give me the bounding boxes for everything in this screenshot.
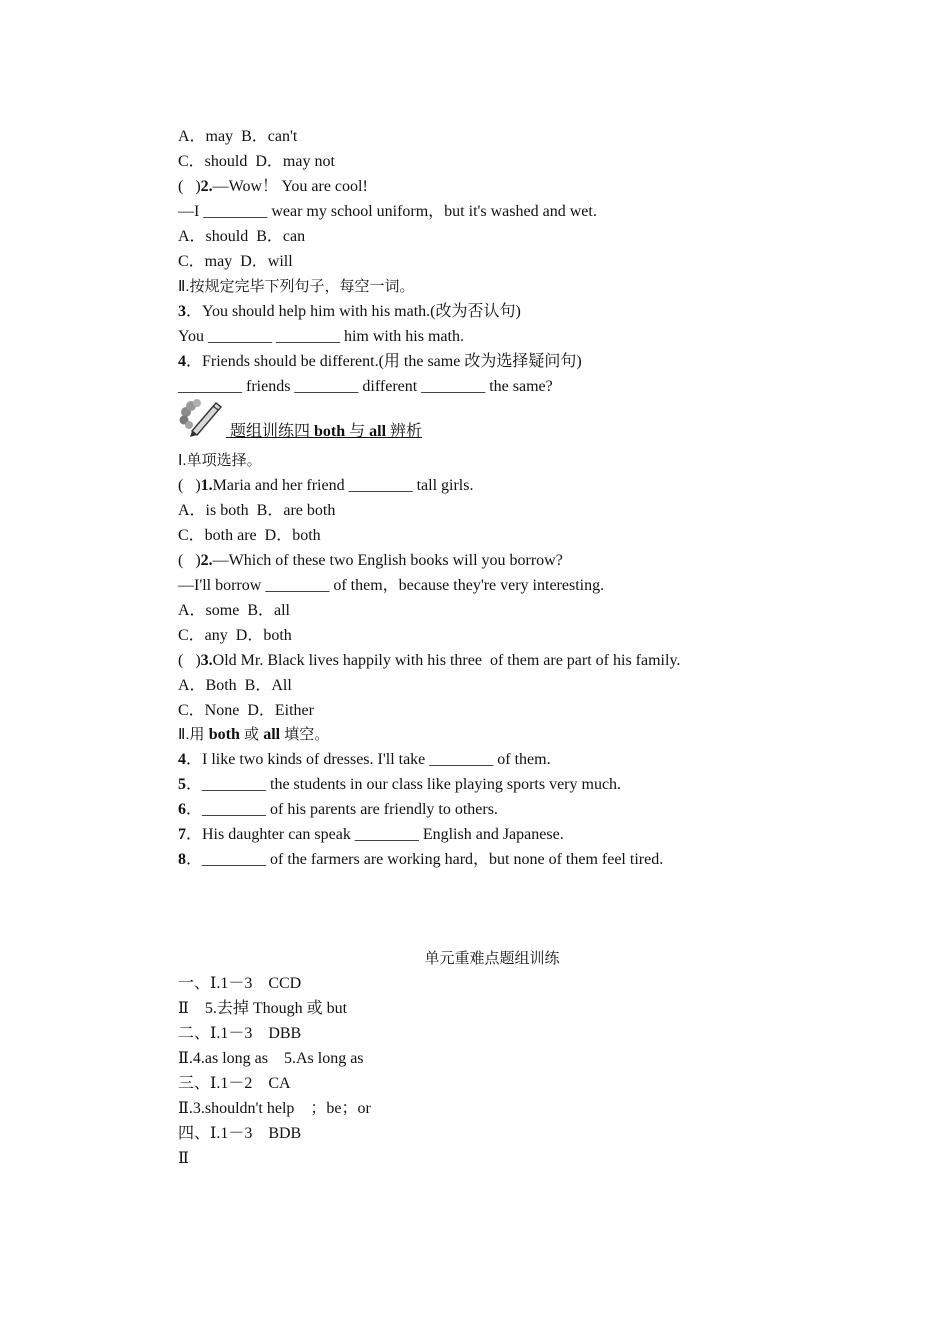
- option-line: C．None D．Either: [178, 702, 314, 719]
- group-title: 题组训练四 both 与 all 辨析: [226, 423, 423, 440]
- question-line: [178, 302, 521, 322]
- option-line: A．may B．can't: [178, 128, 298, 145]
- answers-title: 单元重难点题组训练: [424, 950, 560, 967]
- question-number: 4: [178, 751, 186, 768]
- answer-bracket: ( ): [178, 652, 201, 669]
- question-line: [178, 352, 582, 372]
- option-line: C．any D．both: [178, 627, 292, 644]
- answer-key-line: Ⅱ.4.as long as 5.As long as: [178, 1050, 364, 1067]
- section-title: Ⅱ.按规定完毕下列句子，每空一词。: [178, 278, 415, 295]
- option-line: C．may D．will: [178, 253, 293, 270]
- question-line: [178, 651, 680, 671]
- question-number: 4: [178, 353, 186, 370]
- answer-bracket: ( ): [178, 552, 201, 569]
- question-number: 3: [178, 303, 186, 320]
- option-line: C．both are D．both: [178, 527, 321, 544]
- question-text: ．Friends should be different.(用 the same 改为选择疑问句): [186, 353, 582, 370]
- answer-key-line: 三、Ⅰ.1－2 CA: [178, 1075, 291, 1092]
- answer-key-line: Ⅱ 5.去掉 Though 或 but: [178, 1000, 348, 1017]
- option-line: A．should B．can: [178, 228, 306, 245]
- question-number: 2.: [200, 552, 213, 569]
- pen-icon: [178, 398, 224, 438]
- answer-key-line: Ⅱ: [178, 1150, 189, 1167]
- answer-bracket: ( ): [178, 477, 201, 494]
- option-line: A．is both B．are both: [178, 502, 336, 519]
- question-number: 6: [178, 801, 186, 818]
- question-number: 1.: [200, 477, 213, 494]
- question-number: 7: [178, 826, 186, 843]
- answer-bracket: ( ): [178, 178, 201, 195]
- group-header: [178, 398, 578, 442]
- answer-key-line: 二、Ⅰ.1－3 DBB: [178, 1025, 302, 1042]
- question-text: —Wow！ You are cool!: [212, 178, 368, 195]
- question-reply: —I'll borrow ________ of them，because they're very interesting.: [178, 577, 605, 594]
- question-number: 5: [178, 776, 186, 793]
- answer-key-line: 一、Ⅰ.1－3 CCD: [178, 975, 302, 992]
- question-text: ．________ the students in our class like playing sports very much.: [186, 776, 622, 793]
- question-text: Old Mr. Black lives happily with his three of them are part of his family.: [212, 652, 681, 669]
- question-line: [178, 750, 551, 770]
- question-number: 8: [178, 851, 186, 868]
- answer-line: You ________ ________ him with his math.: [178, 328, 464, 345]
- question-line: [178, 850, 663, 870]
- question-line: [178, 551, 563, 571]
- question-text: ．I like two kinds of dresses. I'll take ________ of them.: [186, 751, 551, 768]
- section-title: Ⅱ.用 both 或 all 填空。: [178, 726, 330, 743]
- question-line: [178, 800, 498, 820]
- question-text: ．His daughter can speak ________ English and Japanese.: [186, 826, 564, 843]
- question-text: ．________ of his parents are friendly to others.: [186, 801, 498, 818]
- question-number: 2.: [200, 178, 213, 195]
- question-text: ．________ of the farmers are working hard，but none of them feel tired.: [186, 851, 664, 868]
- question-line: [178, 177, 368, 197]
- question-text: Maria and her friend ________ tall girls.: [212, 477, 474, 494]
- question-number: 3.: [200, 652, 213, 669]
- answer-key-line: 四、Ⅰ.1－3 BDB: [178, 1125, 302, 1142]
- question-line: [178, 825, 564, 845]
- question-reply: —I ________ wear my school uniform，but it's washed and wet.: [178, 203, 597, 220]
- question-text: —Which of these two English books will you borrow?: [212, 552, 563, 569]
- answer-key-line: Ⅱ.3.shouldn't help ；be；or: [178, 1100, 371, 1117]
- answer-line: ________ friends ________ different ________ the same?: [178, 378, 553, 395]
- question-text: ．You should help him with his math.(改为否认句): [186, 303, 521, 320]
- option-line: A．Both B．All: [178, 677, 292, 694]
- section-title: Ⅰ.单项选择。: [178, 452, 262, 469]
- option-line: A．some B．all: [178, 602, 290, 619]
- question-line: [178, 775, 621, 795]
- option-line: C．should D．may not: [178, 153, 335, 170]
- question-line: [178, 476, 473, 496]
